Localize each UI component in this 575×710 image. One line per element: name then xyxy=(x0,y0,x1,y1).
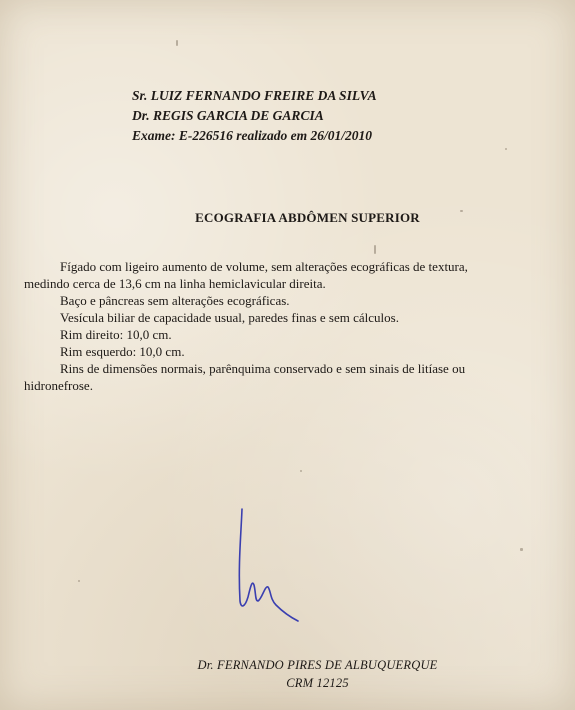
paper-speck xyxy=(78,580,80,582)
finding-spleen-pancreas xyxy=(24,292,494,309)
report-header xyxy=(132,86,492,146)
handwritten-signature xyxy=(232,505,312,625)
paper-speck xyxy=(300,470,302,472)
paper-speck xyxy=(520,548,523,551)
signer-crm: CRM 12125 xyxy=(286,676,349,690)
report-title-text: ECOGRAFIA ABDÔMEN SUPERIOR xyxy=(195,210,420,225)
finding-right-kidney xyxy=(24,326,494,343)
finding-liver xyxy=(24,258,494,275)
finding-liver-line-1: Fígado com ligeiro aumento de volume, sem alterações ecográficas de textura, xyxy=(60,259,468,274)
finding-spleen-pancreas-text: Baço e pâncreas sem alterações ecográficas. xyxy=(60,293,290,308)
finding-left-kidney xyxy=(24,343,494,360)
paper-speck xyxy=(374,245,376,254)
paper-speck xyxy=(505,148,507,150)
signer-name: Dr. FERNANDO PIRES DE ALBUQUERQUE xyxy=(197,658,438,672)
exam-info: Exame: E-226516 realizado em 26/01/2010 xyxy=(132,128,372,143)
finding-gallbladder-text: Vesícula biliar de capacidade usual, paredes finas e sem cálculos. xyxy=(60,310,399,325)
patient-name: Sr. LUIZ FERNANDO FREIRE DA SILVA xyxy=(132,88,377,103)
finding-kidneys-continued xyxy=(24,377,494,394)
finding-liver-continued xyxy=(24,275,494,292)
finding-right-kidney-text: Rim direito: 10,0 cm. xyxy=(60,327,172,342)
finding-kidneys-line-2: hidronefrose. xyxy=(24,378,93,393)
finding-left-kidney-text: Rim esquerdo: 10,0 cm. xyxy=(60,344,185,359)
report-findings xyxy=(24,258,494,394)
signer-block xyxy=(0,656,575,692)
requesting-doctor: Dr. REGIS GARCIA DE GARCIA xyxy=(132,108,324,123)
finding-gallbladder xyxy=(24,309,494,326)
finding-liver-line-2: medindo cerca de 13,6 cm na linha hemiclavicular direita. xyxy=(24,276,326,291)
finding-kidneys-line-1: Rins de dimensões normais, parênquima conservado e sem sinais de litíase ou xyxy=(60,361,466,376)
paper-speck xyxy=(176,40,178,46)
finding-kidneys xyxy=(24,360,494,377)
report-title xyxy=(0,210,575,226)
